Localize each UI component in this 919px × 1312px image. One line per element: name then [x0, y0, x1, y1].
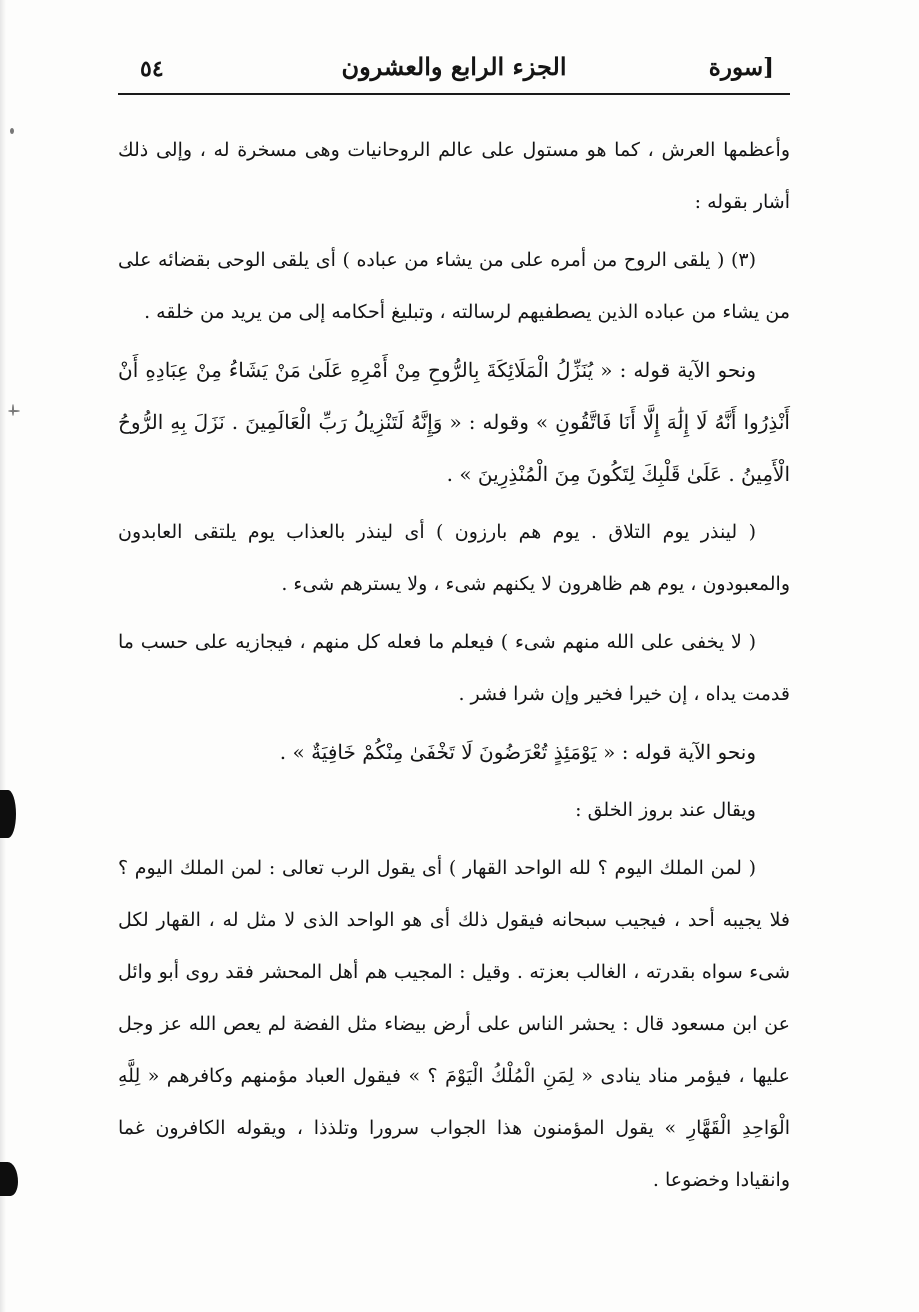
paragraph-5: ( لا يخفى على الله منهم شىء ) فيعلم ما فعله كل منهم ، فيجازيه على حسب ما قدمت يداه ، إن خيرا فخير وإن شرا فشر .: [118, 631, 790, 705]
paragraph-8: ( لمن الملك اليوم ؟ لله الواحد القهار ) أى يقول الرب تعالى : لمن الملك اليوم ؟ فلا يجيبه أحد ، فيجيب سبحانه فيقول ذلك أى هو الواحد الذى لا مثل له ، القهار لكل شىء سواه بقدرته ، الغالب بعزته . وقيل : المجيب هم أهل المحشر فقد روى أبو وائل عن ابن مسعود قال : يحشر الناس على أرض بيضاء مثل الفضة لم يعص الله عز وجل عليها ، فيؤمر مناد ينادى « لِمَنِ الْمُلْكُ الْيَوْمَ ؟ » فيقول العباد مؤمنهم وكافرهم « لِلَّهِ الْوَاحِدِ الْقَهَّارِ » يقول المؤمنون هذا الجواب سرورا وتلذذا ، ويقوله الكافرون غما وانقيادا وخضوعا .: [118, 857, 790, 1191]
header-rule: [118, 93, 790, 95]
scan-speck: [8, 410, 20, 412]
paragraph-2: (٣) ( يلقى الروح من أمره على من يشاء من عباده ) أى يلقى الوحى بقضائه على من يشاء من عباده الذين يصطفيهم لرسالته ، وتبليغ أحكامه إلى من يريد من خلقه .: [118, 249, 790, 323]
paragraph-1: وأعظمها العرش ، كما هو مستول على عالم الروحانيات وهى مسخرة له ، وإلى ذلك أشار بقوله :: [118, 139, 790, 213]
page-edge-shadow: [0, 0, 6, 1312]
running-title: الجزء الرابع والعشرون: [341, 52, 567, 81]
ink-blot: [0, 790, 16, 838]
scan-speck: [12, 404, 14, 416]
page-number: ٥٤: [140, 56, 164, 82]
paragraph-6: ونحو الآية قوله : « يَوْمَئِذٍ تُعْرَضُونَ لَا تَخْفَىٰ مِنْكُمْ خَافِيَةٌ » .: [279, 740, 756, 764]
paragraph-4: ( لينذر يوم التلاق . يوم هم بارزون ) أى لينذر بالعذاب يوم يلتقى العابدون والمعبودون ، يوم هم ظاهرون لا يكنهم شىء ، ولا يسترهم شىء .: [118, 521, 790, 595]
paragraph-7: ويقال عند بروز الخلق :: [575, 799, 756, 821]
ink-blot: [0, 1162, 18, 1196]
page-header: [118, 48, 790, 90]
surah-label: [سورة: [708, 54, 774, 81]
body-text: [118, 124, 790, 1212]
paragraph-3: ونحو الآية قوله : « يُنَزِّلُ الْمَلَائِكَةَ بِالرُّوحِ مِنْ أَمْرِهِ عَلَىٰ مَنْ يَشَاءُ مِنْ عِبَادِهِ أَنْ أَنْذِرُوا أَنَّهُ لَا إِلَٰهَ إِلَّا أَنَا فَاتَّقُونِ » وقوله : « وَإِنَّهُ لَتَنْزِيلُ رَبِّ الْعَالَمِينَ . نَزَلَ بِهِ الرُّوحُ الْأَمِينُ . عَلَىٰ قَلْبِكَ لِتَكُونَ مِنَ الْمُنْذِرِينَ » .: [118, 358, 790, 486]
scan-speck: [10, 128, 14, 134]
